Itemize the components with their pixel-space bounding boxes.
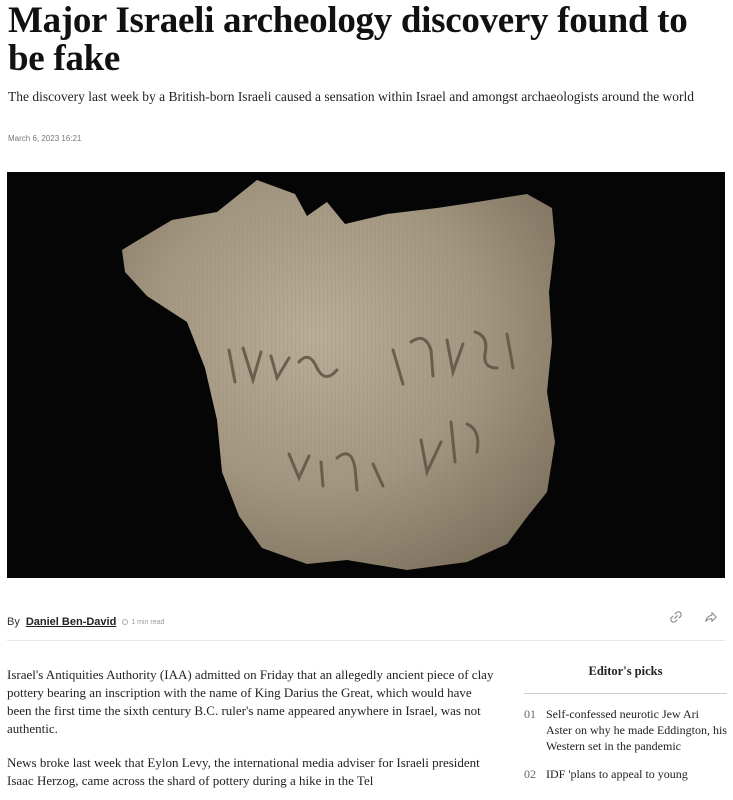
article-photo xyxy=(7,172,725,578)
read-time-label: 1 min read xyxy=(131,618,165,626)
read-time xyxy=(122,619,164,626)
pick-number: 01 xyxy=(524,707,536,721)
editors-picks xyxy=(524,664,727,782)
link-icon xyxy=(669,610,683,624)
pick-link[interactable]: Self-confessed neurotic Jew Ari Aster on why he made Eddington, his Western set in the pandemic xyxy=(546,707,727,753)
editors-pick-item[interactable] xyxy=(524,706,727,754)
body-paragraph: Israel's Antiquities Authority (IAA) admitted on Friday that an allegedly ancient piece of clay pottery bearing an inscription with the name of King Darius the Great, which would have been the first time the sixth century B.C. ruler's name appeared anywhere in Israel, was not authentic. xyxy=(7,667,494,736)
article-subhead: The discovery last week by a British-born Israeli caused a sensation within Israel and amongst archaeologists around the world xyxy=(8,89,695,104)
byline-divider xyxy=(7,640,725,641)
article-date: March 6, 2023 16:21 xyxy=(8,134,82,143)
editors-pick-item[interactable] xyxy=(524,766,727,782)
copy-link-button[interactable] xyxy=(665,606,687,628)
article-headline: Major Israeli archeology discovery found to be fake xyxy=(8,0,688,79)
pick-link[interactable]: IDF 'plans to appeal to young xyxy=(546,767,688,781)
share-button[interactable] xyxy=(700,606,722,628)
pottery-shard-image xyxy=(7,172,725,578)
author-link[interactable]: Daniel Ben-David xyxy=(25,616,117,628)
byline xyxy=(7,616,164,628)
clock-icon xyxy=(122,619,128,625)
byline-prefix: By xyxy=(7,616,20,628)
article-body xyxy=(7,666,499,800)
body-paragraph: News broke last week that Eylon Levy, the international media adviser for Israeli president Isaac Herzog, came across the shard of pottery during a hike in the Tel xyxy=(7,755,480,788)
pick-number: 02 xyxy=(524,767,536,781)
share-icon xyxy=(704,610,718,624)
editors-picks-title: Editor's picks xyxy=(524,664,727,694)
